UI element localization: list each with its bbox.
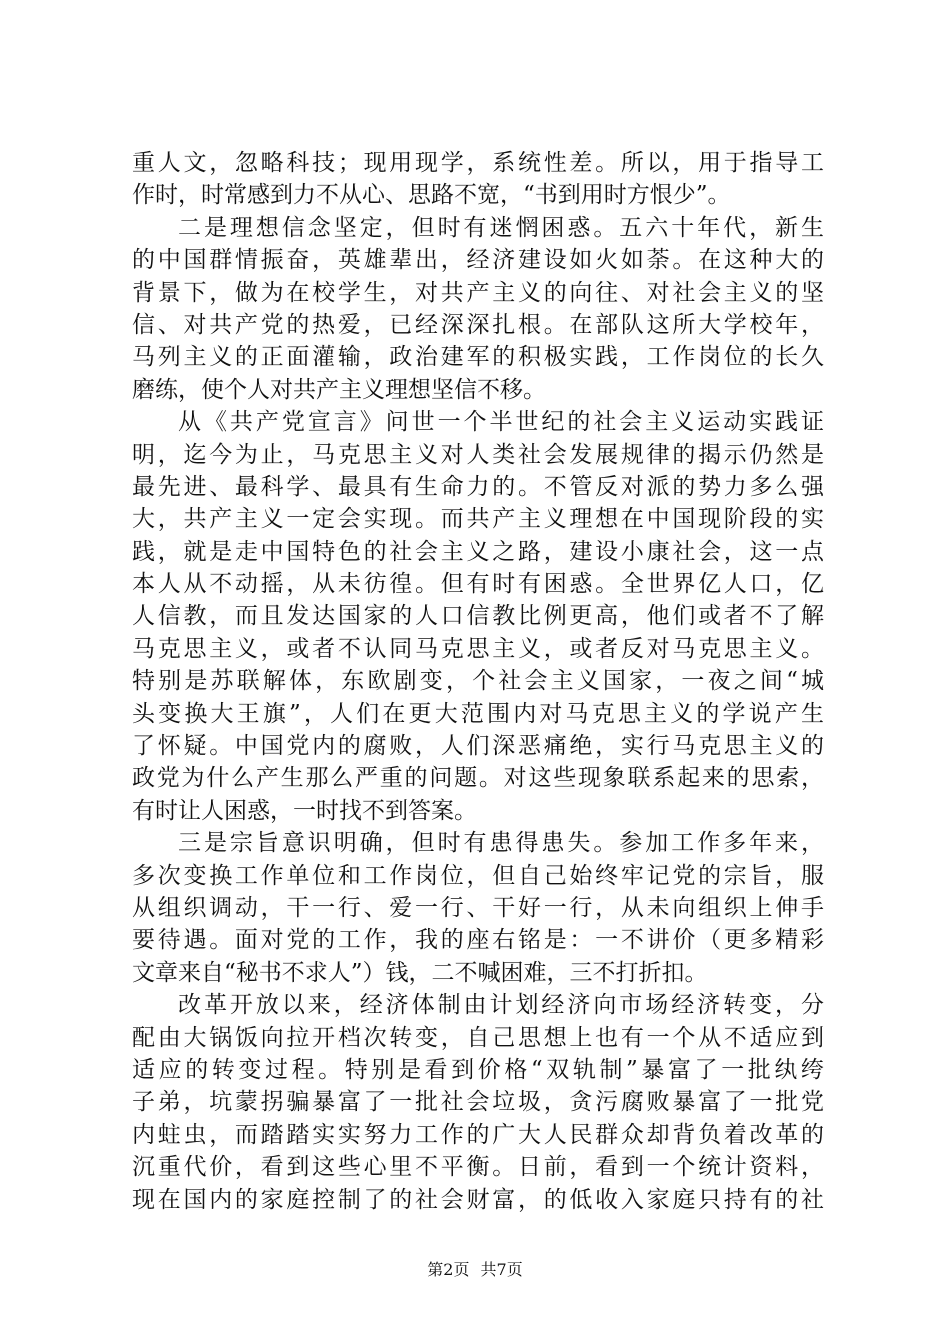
text-line: 从组织调动，干一行、爱一行、干好一行，从未向组织上伸手 [132,894,824,921]
text-line: 信、对共产党的热爱，已经深深扎根。在部队这所大学校年， [132,311,824,338]
text-line: 的中国群情振奋，英雄辈出，经济建设如火如荼。在这种大的 [132,247,824,274]
text-line: 沉重代价，看到这些心里不平衡。日前，看到一个统计资料， [132,1154,824,1181]
text-line: 明，迄今为止，马克思主义对人类社会发展规律的揭示仍然是 [132,441,824,468]
text-line: 文章来自“秘书不求人”）钱，二不喊困难，三不打折扣。 [132,959,708,986]
text-line: 现在国内的家庭控制了的社会财富，的低收入家庭只持有的社 [132,1186,824,1213]
text-line: 头变换大王旗”，人们在更大范围内对马克思主义的学说产生 [132,700,824,727]
text-line: 马列主义的正面灌输，政治建军的积极实践，工作岗位的长久 [132,344,824,371]
text-line: 配由大锅饭向拉开档次转变，自己思想上也有一个从不适应到 [132,1024,824,1051]
page-footer [0,1260,950,1280]
text-line: 背景下，做为在校学生，对共产主义的向往、对社会主义的坚 [132,279,824,306]
page-total: 共7页 [480,1260,523,1279]
text-line: 最先进、最科学、最具有生命力的。不管反对派的势力多么强 [132,473,824,500]
text-line: 多次变换工作单位和工作岗位，但自己始终牢记党的宗旨，服 [132,862,824,889]
text-line: 特别是苏联解体，东欧剧变，个社会主义国家，一夜之间“城 [132,668,824,695]
text-line: 践，就是走中国特色的社会主义之路，建设小康社会，这一点 [132,538,824,565]
text-line: 大，共产主义一定会实现。而共产主义理想在中国现阶段的实 [132,506,824,533]
text-line: 本人从不动摇，从未彷徨。但有时有困惑。全世界亿人口，亿 [132,571,824,598]
text-line: 重人文，忽略科技；现用现学，系统性差。所以，用于指导工 [132,150,824,176]
text-line: 作时，时常感到力不从心、思路不宽，“书到用时方恨少”。 [132,182,731,209]
text-line: 磨练，使个人对共产主义理想坚信不移。 [132,376,546,403]
text-line: 了怀疑。中国党内的腐败，人们深恶痛绝，实行马克思主义的 [132,733,824,760]
text-line: 子弟，坑蒙拐骗暴富了一批社会垃圾，贪污腐败暴富了一批党 [132,1089,824,1116]
text-line: 人信教，而且发达国家的人口信教比例更高，他们或者不了解 [132,603,824,630]
text-line: 政党为什么产生那么严重的问题。对这些现象联系起来的思索， [132,765,824,792]
text-line: 从《共产党宣言》问世一个半世纪的社会主义运动实践证 [178,409,824,436]
text-line: 三是宗旨意识明确，但时有患得患失。参加工作多年来， [178,830,824,857]
document-body [132,147,824,1216]
text-line: 内蛀虫，而踏踏实实努力工作的广大人民群众却背负着改革的 [132,1121,824,1148]
text-line: 马克思主义，或者不认同马克思主义，或者反对马克思主义。 [132,635,824,662]
text-line: 适应的转变过程。特别是看到价格“双轨制”暴富了一批纨绔 [132,1056,824,1083]
text-line: 有时让人困惑，一时找不到答案。 [132,797,477,824]
page-number: 第2页 [427,1260,470,1279]
text-line: 二是理想信念坚定，但时有迷惘困惑。五六十年代，新生 [178,214,824,241]
text-line: 要待遇。面对党的工作，我的座右铭是：一不讲价（更多精彩 [132,927,824,954]
text-line: 改革开放以来，经济体制由计划经济向市场经济转变，分 [178,992,824,1019]
